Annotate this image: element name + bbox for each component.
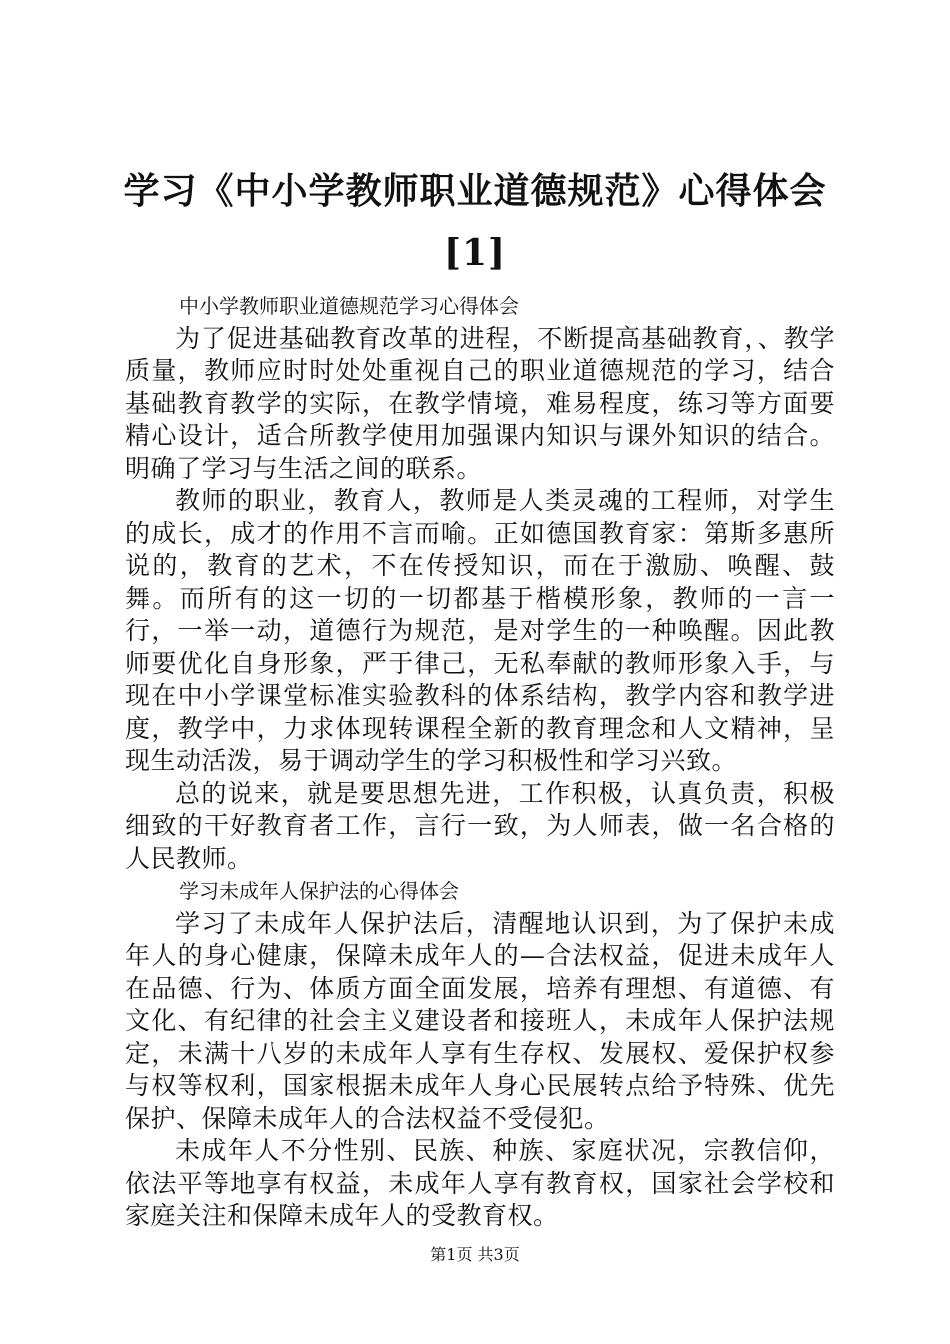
paragraph: 总的说来，就是要思想先进，工作积极，认真负责，积极细致的干好教育者工作，言行一致，为人师表，做一名合格的人民教师。 bbox=[125, 778, 835, 873]
section-heading-2: 学习未成年人保护法的心得体会 bbox=[179, 879, 459, 903]
document-title bbox=[60, 160, 890, 284]
page-number: 第1页 共3页 bbox=[430, 1245, 520, 1264]
title-line-2: [1] bbox=[443, 232, 507, 274]
title-line-1: 学习《中小学教师职业道德规范》心得体会 bbox=[123, 170, 827, 212]
paragraph: 学习了未成年人保护法后，清醒地认识到，为了保护未成年人的身心健康，保障未成年人的—合法权益，促进未成年人在品德、行为、体质方面全面发展，培养有理想、有道德、有文化、有纪律的社会主义建设者和接班人，未成年人保护法规定，未满十八岁的未成年人享有生存权、发展权、爱保护权参与权等权利，国家根据未成年人身心民展转点给予特殊、优先保护、保障未成年人的合法权益不受侵犯。 bbox=[125, 908, 835, 1133]
document-body bbox=[125, 290, 835, 1233]
paragraph: 教师的职业，教育人，教师是人类灵魂的工程师，对学生的成长，成才的作用不言而喻。正如德国教育家：第斯多惠所说的，教育的艺术，不在传授知识，而在于激励、唤醒、鼓舞。而所有的这一切的一切都基于楷模形象，教师的一言一行，一举一动，道德行为规范，是对学生的一种唤醒。因此教师要优化自身形象，严于律己，无私奉献的教师形象入手，与现在中小学课堂标准实验教科的体系结构，教学内容和教学进度，教学中，力求体现转课程全新的教育理念和人文精神，呈现生动活泼，易于调动学生的学习积极性和学习兴致。 bbox=[125, 486, 835, 775]
paragraph: 为了促进基础教育改革的进程，不断提高基础教育，、教学质量，教师应时时处处重视自己的职业道德规范的学习，结合基础教育教学的实际，在教学情境，难易程度，练习等方面要精心设计，适合所教学使用加强课内知识与课外知识的结合。明确了学习与生活之间的联系。 bbox=[125, 323, 835, 483]
section-heading-1: 中小学教师职业道德规范学习心得体会 bbox=[179, 294, 519, 318]
paragraph: 未成年人不分性别、民族、种族、家庭状况，宗教信仰，依法平等地享有权益，未成年人享有教育权，国家社会学校和家庭关注和保障未成年人的受教育权。 bbox=[125, 1136, 835, 1230]
